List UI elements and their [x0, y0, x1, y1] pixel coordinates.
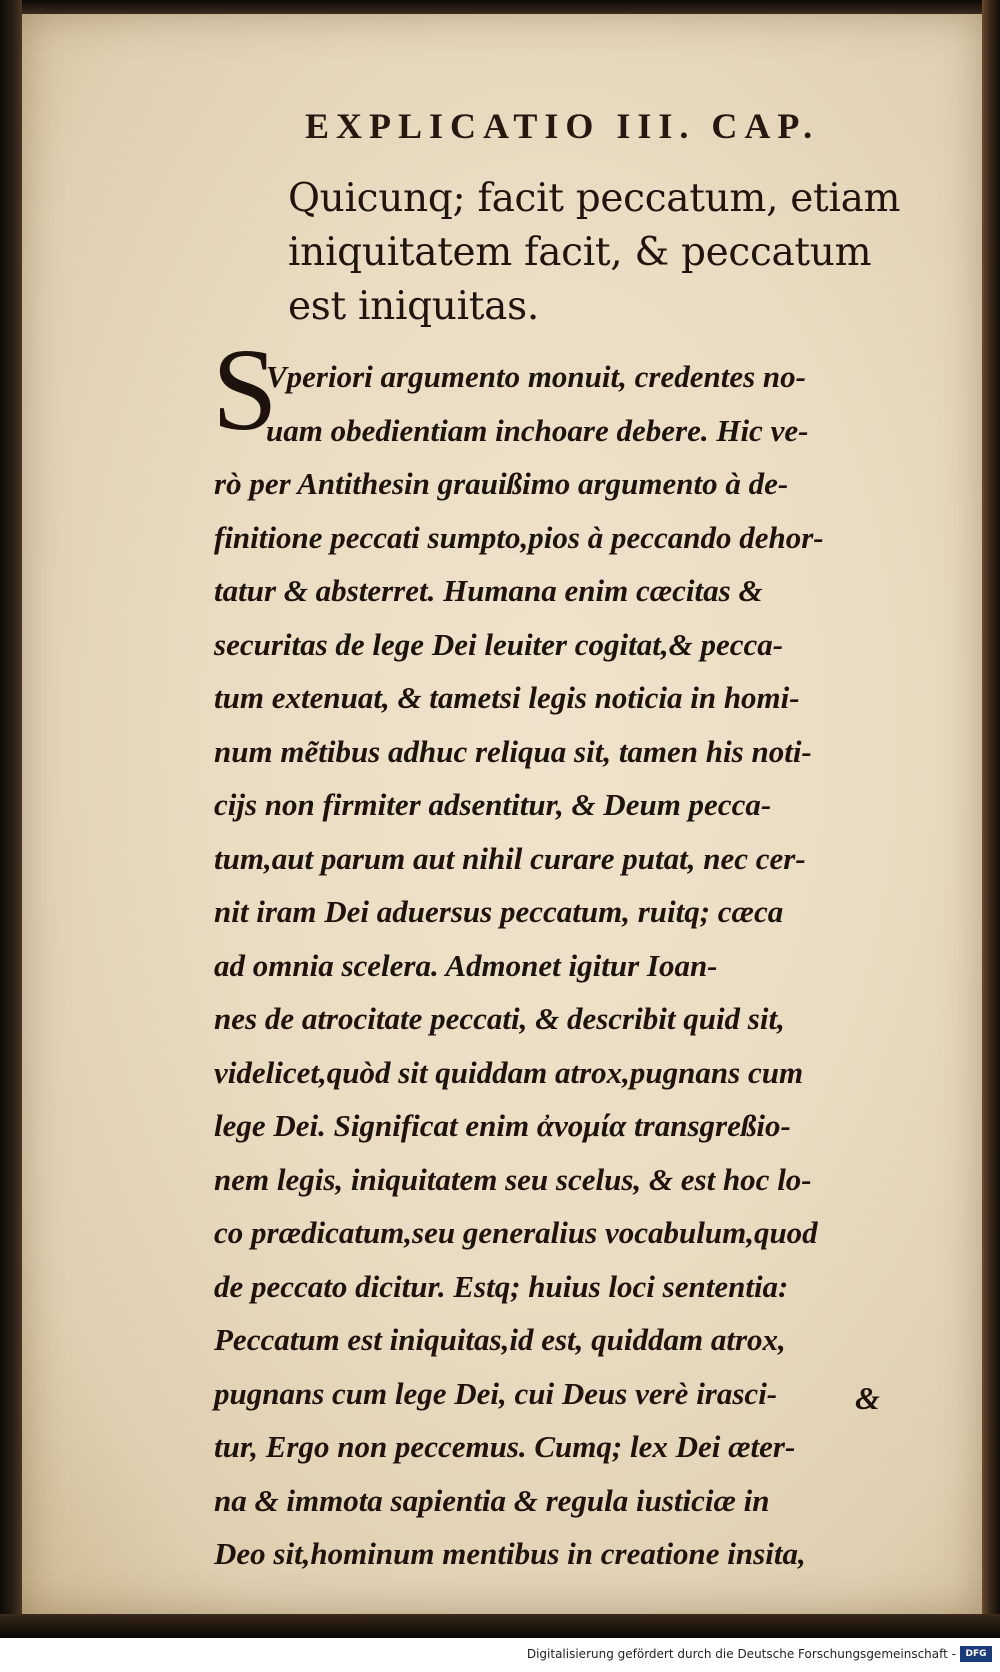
- commentary-line: lege Dei. Significat enim ἀνομία transgreßio-: [214, 1108, 791, 1143]
- funding-credit: Digitalisierung gefördert durch die Deutsche Forschungsgemeinschaft -: [526, 1647, 956, 1661]
- verse-block: [288, 172, 901, 334]
- commentary-line: securitas de lege Dei leuiter cogitat,& pecca-: [214, 626, 784, 662]
- drop-cap: S: [212, 324, 278, 455]
- commentary-line: finitione peccati sumpto,pios à peccando dehor-: [214, 519, 824, 555]
- commentary-line: pugnans cum lege Dei, cui Deus verè irasci-: [214, 1375, 778, 1411]
- commentary-line: nit iram Dei aduersus peccatum, ruitq; cæca: [214, 894, 784, 929]
- commentary-line: tur, Ergo non peccemus. Cumq; lex Dei æter-: [214, 1429, 796, 1464]
- commentary-line: num mẽtibus adhuc reliqua sit, tamen his noti-: [214, 733, 812, 769]
- verse-line: iniquitatem facit, & peccatum: [288, 230, 872, 275]
- dfg-logo: DFG: [960, 1646, 992, 1662]
- page-edge-top: [0, 0, 1000, 14]
- commentary-block: [214, 350, 894, 1581]
- commentary-line: tum,aut parum aut nihil curare putat, nec cer-: [214, 840, 806, 876]
- page-edge-left: [0, 0, 22, 1638]
- verse-line: est iniquitas.: [288, 284, 539, 329]
- verse-line: Quicunq; facit peccatum, etiam: [288, 176, 901, 221]
- commentary-line: rò per Antithesin grauißimo argumento à de-: [214, 466, 789, 501]
- commentary-line: de peccato dicitur. Estq; huius loci sententia:: [214, 1268, 789, 1304]
- commentary-line: videlicet,quòd sit quiddam atrox,pugnans cum: [214, 1054, 804, 1090]
- commentary-line: Peccatum est iniquitas,id est, quiddam atrox,: [214, 1322, 786, 1357]
- running-header: EXPLICATIO III. CAP.: [305, 106, 820, 146]
- commentary-line: uam obedientiam inchoare debere. Hic ve-: [266, 412, 809, 448]
- commentary-line: co prædicatum,seu generalius vocabulum,quod: [214, 1215, 818, 1250]
- commentary-line: Vperiori argumento monuit, credentes no-: [266, 359, 806, 394]
- commentary-line: na & immota sapientia & regula iusticiæ in: [214, 1482, 770, 1518]
- commentary-line: tum extenuat, & tametsi legis noticia in homi-: [214, 680, 800, 715]
- catchword: &: [855, 1380, 880, 1416]
- commentary-line: nem legis, iniquitatem seu scelus, & est hoc lo-: [214, 1161, 812, 1197]
- commentary-line: nes de atrocitate peccati, & describit quid sit,: [214, 1001, 785, 1036]
- commentary-line: Deo sit,hominum mentibus in creatione insita,: [214, 1536, 806, 1571]
- commentary-line: cijs non firmiter adsentitur, & Deum pecca-: [214, 787, 772, 822]
- page-edge-right: [982, 0, 1000, 1638]
- digitization-footer: [0, 1638, 1000, 1672]
- page-edge-bottom: [0, 1614, 1000, 1638]
- commentary-line: ad omnia scelera. Admonet igitur Ioan-: [214, 947, 718, 983]
- commentary-line: tatur & absterret. Humana enim cæcitas &: [214, 573, 763, 608]
